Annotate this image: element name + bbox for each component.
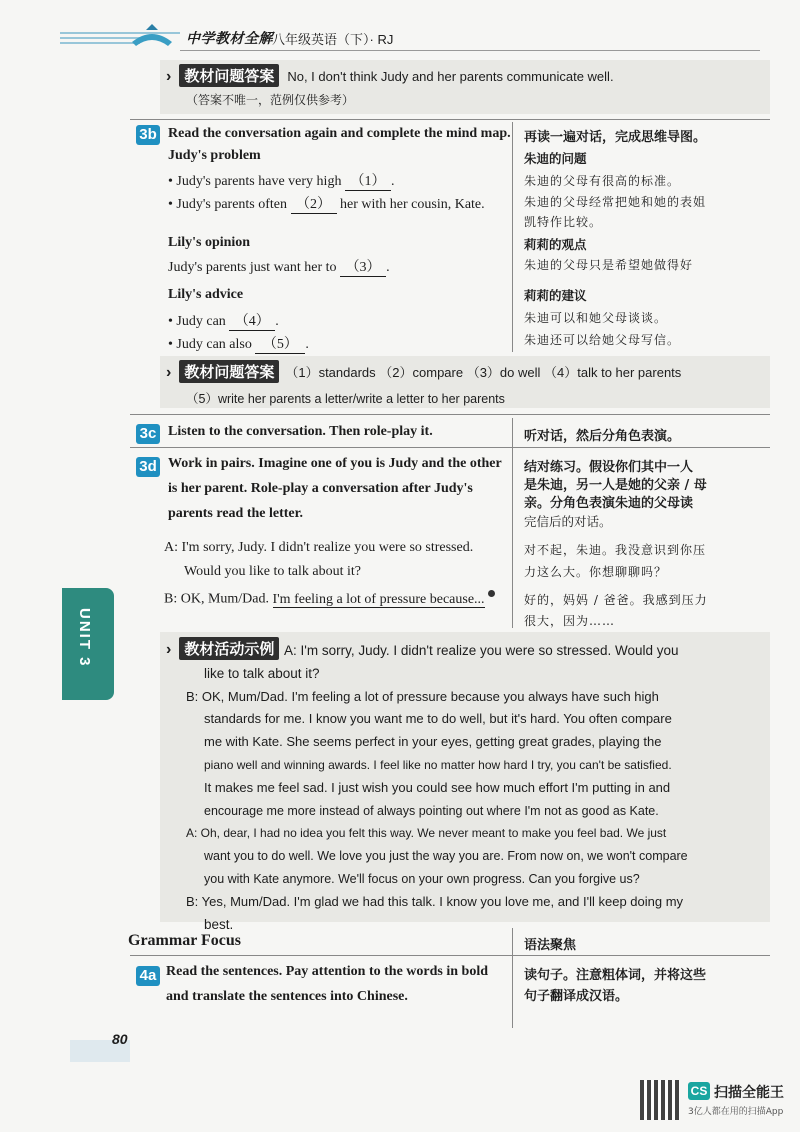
example-line: encourage me more instead of always pointing out where I'm not as good as Kate. bbox=[204, 803, 659, 818]
instruction-3d-line-2: is her parent. Role-play a conversation after Judy's bbox=[168, 481, 473, 496]
page-number: 80 bbox=[112, 1031, 128, 1047]
instruction-3c-zh: 听对话，然后分角色表演。 bbox=[524, 429, 681, 444]
answer-text: No, I don't think Judy and her parents communicate well. bbox=[287, 69, 614, 84]
example-line: want you to do well. We love you just the way you are. From now on, we won't compare bbox=[204, 849, 688, 864]
item-text: • Judy's parents often bbox=[168, 197, 288, 212]
dialog-b-zh-2: 很大，因为…… bbox=[524, 614, 616, 628]
item-text: . bbox=[275, 314, 279, 329]
advice-heading: Lily's advice bbox=[168, 287, 244, 302]
dialog-a-zh-1: 对不起，朱迪。我没意识到你压 bbox=[524, 543, 707, 557]
divider bbox=[130, 955, 770, 956]
dialog-b-prompt: I'm feeling a lot of pressure because... bbox=[272, 591, 485, 607]
example-line: me with Kate. She seems perfect in your eyes, getting great grades, playing the bbox=[204, 734, 662, 750]
instruction-4a-zh-1: 读句子。注意粗体词，并将这些 bbox=[524, 968, 707, 983]
example-line: you with Kate anymore. We'll focus on your own progress. Can you forgive us? bbox=[204, 871, 640, 886]
item-text: • Judy's parents have very high bbox=[168, 174, 342, 189]
item-text: • Judy can also bbox=[168, 337, 252, 352]
instruction-3b: Read the conversation again and complete the mind map. bbox=[168, 126, 511, 141]
chevron-right-icon: › bbox=[166, 68, 172, 85]
grammar-heading: Grammar Focus bbox=[128, 932, 242, 949]
example-line: piano well and winning awards. I feel like no matter how hard I try, you can't be satisfied. bbox=[204, 757, 672, 772]
instruction-3d-zh-3: 亲。分角色表演朱迪的父母读 bbox=[524, 496, 694, 511]
unit-tab[interactable] bbox=[62, 588, 114, 700]
dialog-a-line-2: Would you like to talk about it? bbox=[184, 564, 361, 579]
blank-1[interactable]: （1） bbox=[345, 170, 391, 191]
qr-code-icon bbox=[640, 1080, 680, 1120]
dialog-a-zh-2: 力这么大。你想聊聊吗？ bbox=[524, 565, 668, 579]
instruction-3d-line-3: parents read the letter. bbox=[168, 506, 304, 521]
header-rule bbox=[180, 50, 760, 51]
blank-5[interactable]: （5） bbox=[255, 333, 305, 354]
instruction-4a-zh-2: 句子翻译成汉语。 bbox=[524, 989, 629, 1004]
problem-heading: Judy's problem bbox=[168, 148, 261, 163]
column-divider bbox=[512, 122, 513, 352]
example-tag: 教材活动示例 bbox=[179, 637, 279, 660]
header-subtitle: 八年级英语（下）· RJ bbox=[272, 32, 394, 47]
audio-icon[interactable] bbox=[488, 590, 495, 597]
opinion-heading: Lily's opinion bbox=[168, 235, 251, 250]
answer-line-2: （5）write her parents a letter/write a letter to her parents bbox=[186, 392, 505, 406]
instruction-4a-line-1: Read the sentences. Pay attention to the words in bold bbox=[166, 964, 488, 979]
cs-logo-icon: CS bbox=[688, 1082, 710, 1100]
dialog-b-zh-1: 好的，妈妈 / 爸爸。我感到压力 bbox=[524, 593, 708, 607]
answer-note: （答案不唯一，范例仅供参考） bbox=[186, 93, 355, 107]
section-4a bbox=[136, 966, 160, 986]
item-text: . bbox=[305, 337, 309, 352]
instruction-3d-zh-4: 完信后的对话。 bbox=[524, 514, 612, 529]
advice-item-1-zh: 朱迪可以和她父母谈谈。 bbox=[524, 311, 668, 325]
header-title: 中学教材全解 bbox=[186, 30, 273, 46]
divider bbox=[130, 414, 770, 415]
answer-tag: 教材问题答案 bbox=[179, 360, 279, 383]
divider bbox=[130, 447, 770, 448]
badge-3b: 3b bbox=[136, 125, 160, 145]
problem-item-1 bbox=[168, 170, 394, 191]
instruction-3d-zh-1: 结对练习。假设你们其中一人 bbox=[524, 460, 694, 475]
example-line: A: I'm sorry, Judy. I didn't realize you were so stressed. Would you bbox=[284, 643, 679, 658]
instruction-3d-line-1: Work in pairs. Imagine one of you is Judy and the other bbox=[168, 456, 502, 471]
advice-item-2 bbox=[168, 333, 309, 354]
problem-item-1-zh: 朱迪的父母有很高的标准。 bbox=[524, 174, 681, 188]
scanner-tagline: 3亿人都在用的扫描App bbox=[688, 1107, 784, 1117]
blank-2[interactable]: （2） bbox=[291, 193, 337, 214]
section-3d bbox=[136, 457, 160, 477]
item-text: Judy's parents just want her to bbox=[168, 260, 337, 275]
example-line: B: OK, Mum/Dad. I'm feeling a lot of pressure because you always have such high bbox=[186, 688, 659, 704]
section-3c bbox=[136, 424, 160, 444]
grammar-heading-zh: 语法聚焦 bbox=[524, 938, 577, 953]
example-line: best. bbox=[204, 916, 234, 932]
opinion-item-zh: 朱迪的父母只是希望她做得好 bbox=[524, 258, 694, 272]
item-text: . bbox=[386, 260, 390, 275]
opinion-heading-zh: 莉莉的观点 bbox=[524, 237, 587, 252]
unit-tab-label: UNIT 3 bbox=[76, 608, 93, 668]
answer-1-row bbox=[166, 64, 614, 87]
example-line: standards for me. I know you want me to do well, but it's hard. You often compare bbox=[204, 711, 672, 727]
example-line: It makes me feel sad. I just wish you could see how much effort I'm putting in and bbox=[204, 779, 671, 795]
scanner-app-name: 扫描全能王 bbox=[714, 1085, 784, 1101]
badge-4a: 4a bbox=[136, 966, 160, 986]
item-text: . bbox=[390, 174, 395, 189]
example-dialogue bbox=[186, 640, 766, 936]
instruction-3d-zh-2: 是朱迪，另一人是她的父亲 / 母 bbox=[524, 478, 707, 493]
dialog-b bbox=[164, 590, 495, 608]
badge-3d: 3d bbox=[136, 457, 160, 477]
chevron-right-icon: › bbox=[166, 641, 172, 658]
problem-item-2-zh: 朱迪的父母经常把她和她的表姐凯特作比较。 bbox=[524, 195, 707, 229]
column-divider bbox=[512, 928, 513, 1028]
divider bbox=[130, 119, 770, 120]
instruction-4a-line-2: and translate the sentences into Chinese. bbox=[166, 989, 408, 1004]
advice-heading-zh: 莉莉的建议 bbox=[524, 288, 587, 303]
blank-4[interactable]: （4） bbox=[229, 310, 275, 331]
answer-tag: 教材问题答案 bbox=[179, 64, 279, 87]
answer-line-1: （1）standards （2）compare （3）do well （4）talk to her parents bbox=[285, 365, 682, 380]
dialog-a-line-1: A: I'm sorry, Judy. I didn't realize you were so stressed. bbox=[164, 540, 474, 555]
book-logo-icon bbox=[128, 22, 176, 50]
instruction-3b-zh: 再读一遍对话，完成思维导图。 bbox=[524, 130, 707, 145]
example-line: like to talk about it? bbox=[204, 665, 320, 681]
column-divider bbox=[512, 418, 513, 628]
answer-2-row bbox=[166, 360, 681, 383]
advice-item-2-zh: 朱迪还可以给她父母写信。 bbox=[524, 333, 681, 347]
example-line: B: Yes, Mum/Dad. I'm glad we had this talk. I know you love me, and I'll keep doing my bbox=[186, 893, 684, 909]
example-line: A: Oh, dear, I had no idea you felt this way. We never meant to make you feel bad. We just bbox=[186, 826, 667, 841]
item-text: her with her cousin, Kate. bbox=[340, 197, 485, 212]
item-text: • Judy can bbox=[168, 314, 226, 329]
blank-3[interactable]: （3） bbox=[340, 256, 386, 277]
problem-heading-zh: 朱迪的问题 bbox=[524, 151, 587, 166]
problem-item-2 bbox=[168, 193, 485, 214]
section-3b bbox=[136, 125, 160, 145]
opinion-item bbox=[168, 256, 390, 277]
advice-item-1 bbox=[168, 310, 279, 331]
instruction-3c: Listen to the conversation. Then role-play it. bbox=[168, 424, 433, 439]
chevron-right-icon: › bbox=[166, 364, 172, 381]
dialog-b-prefix: B: OK, Mum/Dad. bbox=[164, 591, 269, 607]
badge-3c: 3c bbox=[136, 424, 160, 444]
